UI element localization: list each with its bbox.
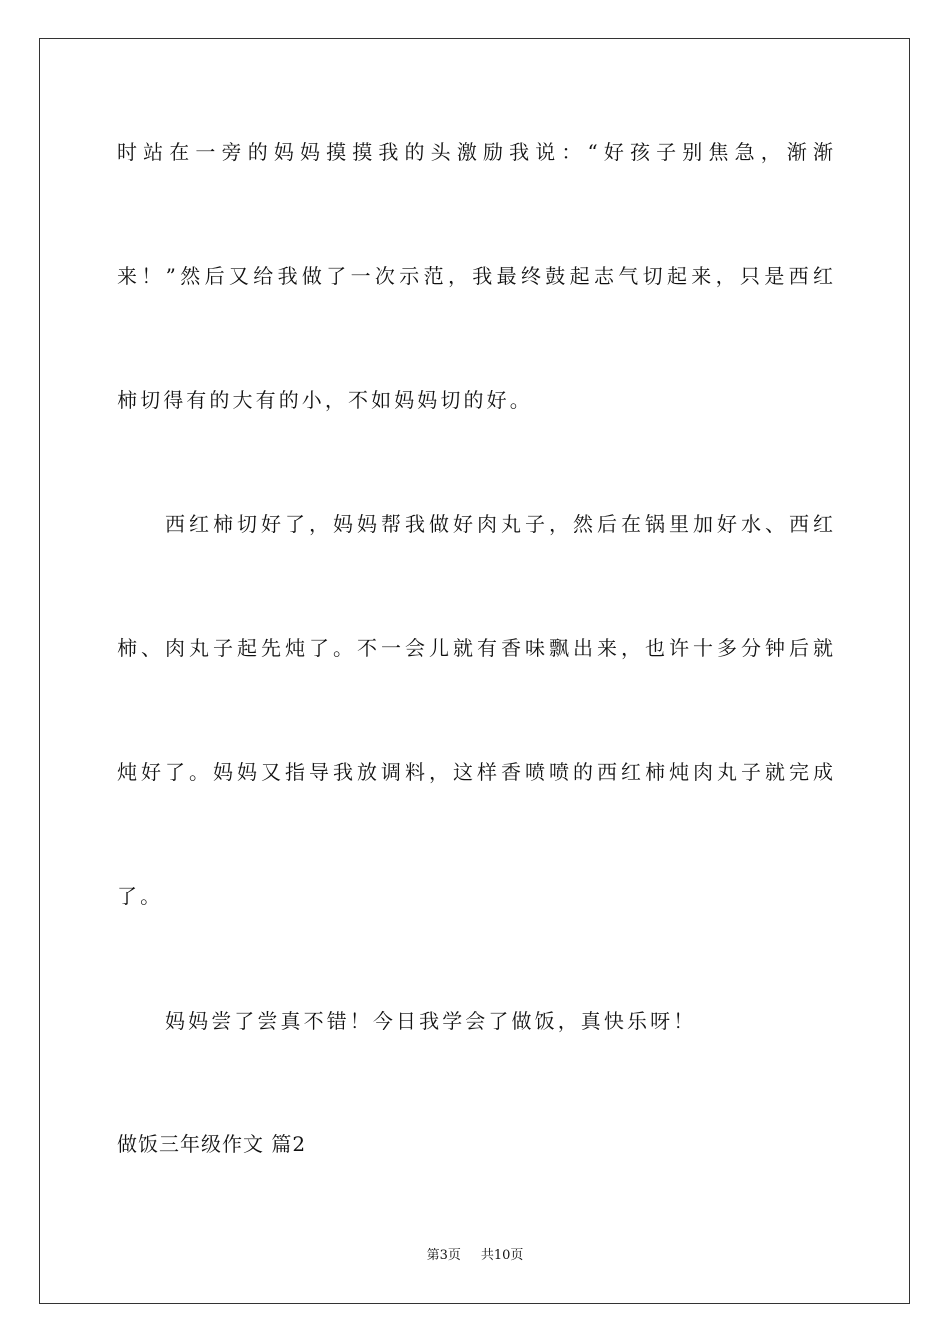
paragraph-line: 来！”然后又给我做了一次示范，我最终鼓起志气切起来，只是西红: [117, 264, 833, 288]
paragraph-line: 时站在一旁的妈妈摸摸我的头激励我说：“好孩子别焦急，渐渐: [117, 140, 833, 164]
paragraph-line: 了。: [117, 884, 164, 908]
section-heading: 做饭三年级作文 篇2: [117, 1132, 307, 1156]
page-footer: [0, 1247, 950, 1265]
paragraph-line: 柿切得有的大有的小，不如妈妈切的好。: [117, 388, 533, 412]
paragraph-line: 柿、肉丸子起先炖了。不一会儿就有香味飘出来，也许十多分钟后就: [117, 636, 833, 660]
paragraph-line: 妈妈尝了尝真不错！今日我学会了做饭，真快乐呀！: [165, 1009, 697, 1033]
page-total: 共10页: [480, 1248, 524, 1263]
paragraph-line: 炖好了。妈妈又指导我放调料，这样香喷喷的西红柿炖肉丸子就完成: [117, 760, 833, 784]
paragraph-line: 西红柿切好了，妈妈帮我做好肉丸子，然后在锅里加好水、西红: [165, 512, 833, 536]
page-border: [39, 38, 910, 1304]
page-number: 第3页: [426, 1248, 461, 1263]
